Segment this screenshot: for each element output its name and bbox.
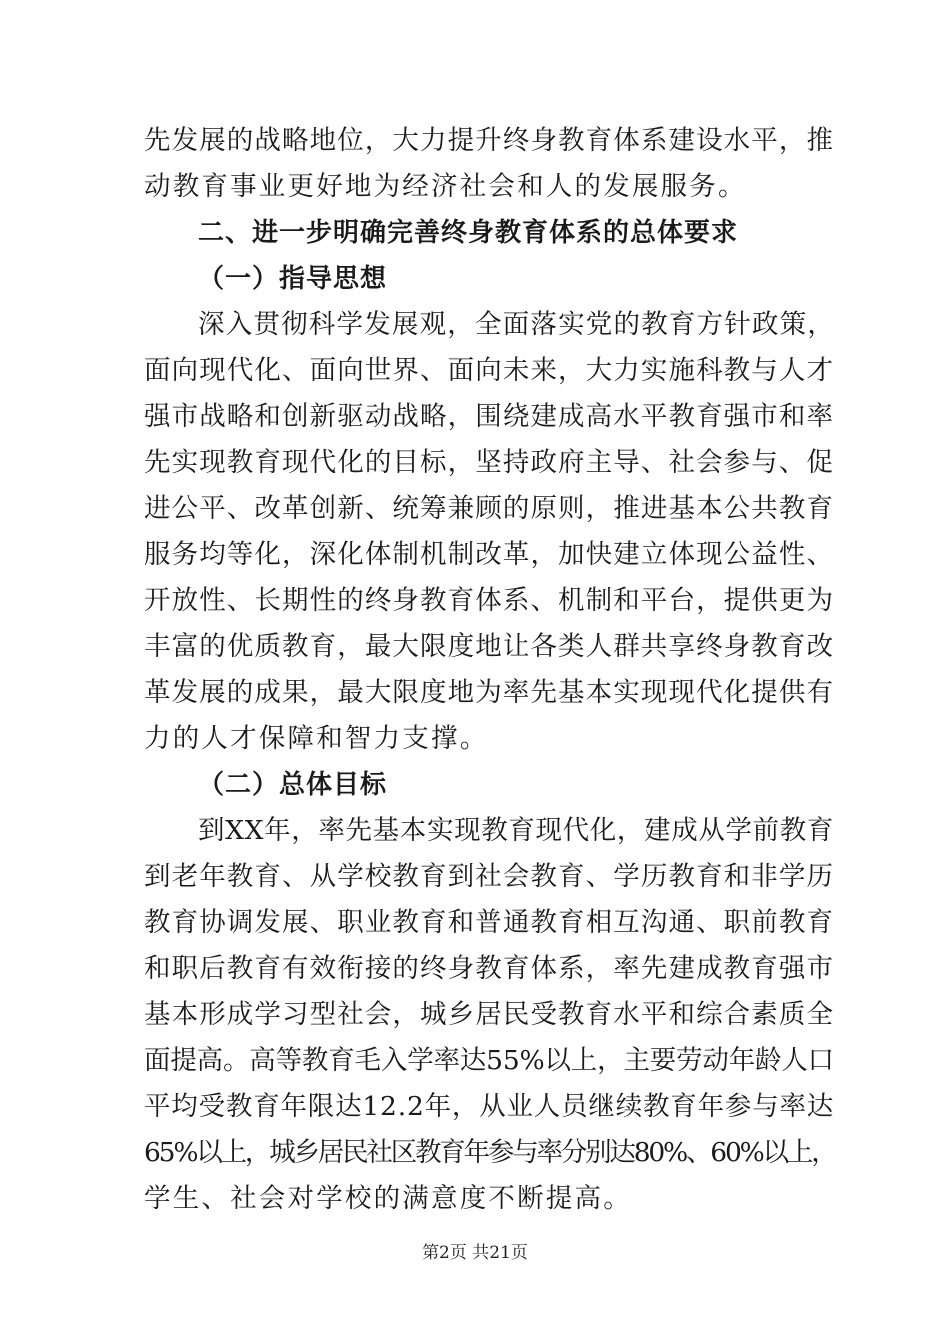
paragraph-line: 和职后教育有效衔接的终身教育体系，率先建成教育强市	[144, 953, 834, 984]
paragraph-line: 基本形成学习型社会，城乡居民受教育水平和综合素质全	[144, 999, 834, 1030]
page-number-footer: 第2页 共21页	[422, 1243, 528, 1263]
paragraph-line: 开放性、长期性的终身教育体系、机制和平台，提供更为	[144, 585, 834, 616]
paragraph-line: 强市战略和创新驱动战略，围绕建成高水平教育强市和率	[144, 401, 834, 432]
paragraph-line: 教育协调发展、职业教育和普通教育相互沟通、职前教育	[144, 907, 834, 938]
subsection-heading: （一）指导思想	[198, 264, 388, 294]
paragraph-line: 面提高。高等教育毛入学率达55%以上，主要劳动年龄人口	[144, 1045, 834, 1076]
paragraph-line: 动教育事业更好地为经济社会和人的发展服务。	[144, 171, 747, 202]
paragraph-line: 深入贯彻科学发展观，全面落实党的教育方针政策，	[198, 309, 836, 340]
paragraph-line: 面向现代化、面向世界、面向未来，大力实施科教与人才	[144, 355, 834, 386]
paragraph-line: 到XX年，率先基本实现教育现代化，建成从学前教育	[198, 815, 834, 846]
paragraph-line: 进公平、改革创新、统筹兼顾的原则，推进基本公共教育	[144, 493, 834, 524]
paragraph-line: 平均受教育年限达12.2年，从业人员继续教育年参与率达	[144, 1091, 835, 1122]
paragraph-line: 65%以上，城乡居民社区教育年参与率分别达80%、60%以上，	[144, 1137, 836, 1168]
paragraph-line: 服务均等化，深化体制机制改革，加快建立体现公益性、	[144, 539, 834, 570]
paragraph-line: 学生、社会对学校的满意度不断提高。	[144, 1183, 632, 1214]
paragraph-line: 丰富的优质教育，最大限度地让各类人群共享终身教育改	[144, 631, 834, 662]
subsection-heading: （二）总体目标	[198, 770, 388, 800]
section-heading: 二、进一步明确完善终身教育体系的总体要求	[198, 218, 739, 248]
paragraph-line: 革发展的成果，最大限度地为率先基本实现现代化提供有	[144, 677, 834, 708]
paragraph-line: 先发展的战略地位，大力提升终身教育体系建设水平，推	[144, 125, 834, 156]
paragraph-line: 力的人才保障和智力支撑。	[144, 723, 489, 754]
paragraph-line: 先实现教育现代化的目标，坚持政府主导、社会参与、促	[144, 447, 834, 478]
paragraph-line: 到老年教育、从学校教育到社会教育、学历教育和非学历	[144, 861, 834, 892]
